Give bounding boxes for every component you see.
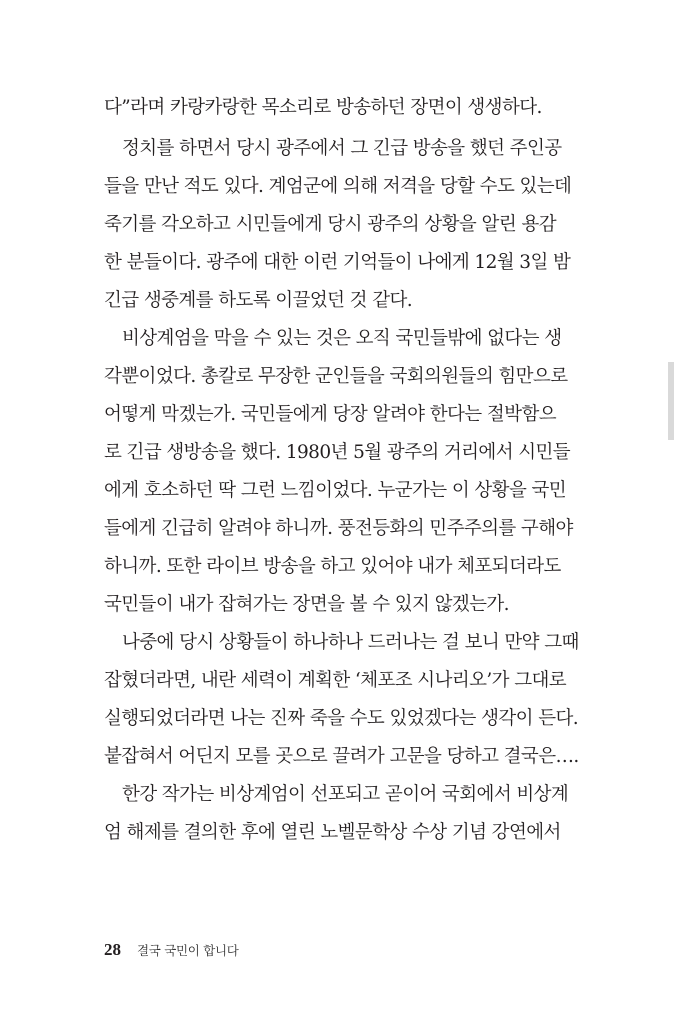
text-line: 하니까. 또한 라이브 방송을 하고 있어야 내가 체포되더라도: [104, 556, 561, 577]
text-line: 잡혔더라면, 내란 세력이 계획한 ‘체포조 시나리오’가 그대로: [104, 670, 567, 691]
page-footer: [104, 940, 239, 964]
page-number: 28: [104, 940, 121, 959]
text-line: 비상계엄을 막을 수 있는 것은 오직 국민들밖에 없다는 생: [122, 328, 562, 349]
text-line: 긴급 생중계를 하도록 이끌었던 것 같다.: [104, 290, 413, 311]
text-line: 어떻게 막겠는가. 국민들에게 당장 알려야 한다는 절박함으: [104, 404, 556, 425]
text-line: 한 분들이다. 광주에 대한 이런 기억들이 나에게 12월 3일 밤: [104, 252, 571, 273]
text-line: 로 긴급 생방송을 했다. 1980년 5월 광주의 거리에서 시민들: [104, 442, 571, 463]
text-line: 죽기를 각오하고 시민들에게 당시 광주의 상황을 알린 용감: [104, 214, 556, 235]
text-line: 나중에 당시 상황들이 하나하나 드러나는 걸 보니 만약 그때: [122, 632, 579, 653]
text-line: 한강 작가는 비상계엄이 선포되고 곧이어 국회에서 비상계: [122, 784, 569, 805]
text-line: 각뿐이었다. 총칼로 무장한 군인들을 국회의원들의 힘만으로: [104, 366, 568, 387]
text-line: 들을 만난 적도 있다. 계엄군에 의해 저격을 당할 수도 있는데: [104, 176, 572, 197]
text-line: 국민들이 내가 잡혀가는 장면을 볼 수 있지 않겠는가.: [104, 594, 509, 615]
text-line: 다”라며 카랑카랑한 목소리로 방송하던 장면이 생생하다.: [104, 97, 542, 118]
book-title: 결국 국민이 합니다: [137, 943, 239, 958]
text-line: 에게 호소하던 딱 그런 느낌이었다. 누군가는 이 상황을 국민: [104, 480, 567, 501]
text-line: 실행되었더라면 나는 진짜 죽을 수도 있었겠다는 생각이 든다.: [104, 708, 579, 729]
text-line: 들에게 긴급히 알려야 하니까. 풍전등화의 민주주의를 구해야: [104, 518, 573, 539]
text-line: 붙잡혀서 어딘지 모를 곳으로 끌려가 고문을 당하고 결국은….: [104, 746, 579, 767]
text-line: 정치를 하면서 당시 광주에서 그 긴급 방송을 했던 주인공: [122, 138, 562, 159]
text-line: 엄 해제를 결의한 후에 열린 노벨문학상 수상 기념 강연에서: [104, 822, 561, 843]
page-edge-marker: [668, 362, 674, 440]
